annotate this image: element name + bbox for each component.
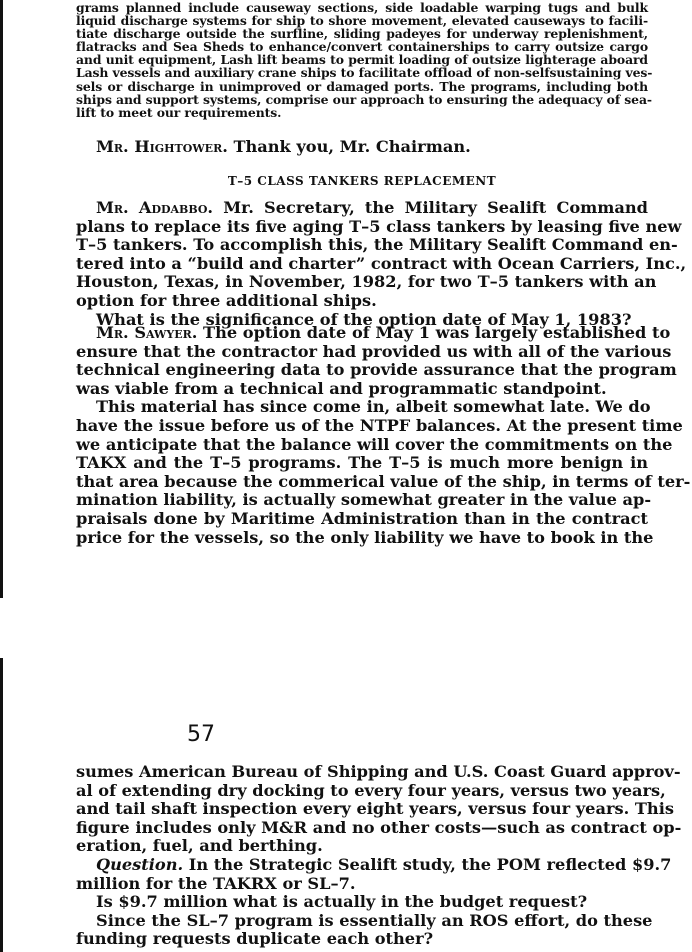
- text-line: The option date of May 1 was largely established to: [197, 323, 671, 342]
- section-heading: T–5 CLASS TANKERS REPLACEMENT: [227, 174, 497, 188]
- text-line: figure includes only M&R and no other costs—such as contract op-: [76, 817, 682, 837]
- addabbo-question: [76, 198, 687, 329]
- question-label: Question.: [96, 854, 184, 874]
- text-line: al of extending dry docking to every four years, versus two years,: [76, 780, 666, 800]
- remark-text: Thank you, Mr. Chairman.: [227, 137, 471, 156]
- text-line: ships and support systems, comprise our approach to ensuring the adequacy of sea-: [76, 91, 652, 107]
- text-line: price for the vessels, so the only liability we have to book in the: [76, 527, 654, 547]
- text-line: lift to meet our requirements.: [76, 104, 282, 120]
- text-line: sels or discharge in unimproved or damaged ports. The programs, including both: [76, 78, 648, 94]
- text-line: funding requests duplicate each other?: [76, 929, 434, 949]
- text-line: flatracks and Sea Sheds to enhance/convert containerships to carry outsize cargo: [76, 39, 648, 55]
- page-number: 57: [187, 722, 215, 747]
- page-gap: [0, 598, 692, 658]
- text-line: liquid discharge systems for ship to shore movement, elevated causeways to facili-: [76, 13, 648, 29]
- text-line: praisals done by Maritime Administration than in the contract: [76, 508, 648, 528]
- sawyer-answer: [76, 323, 691, 547]
- text-line: In the Strategic Sealift study, the POM reflected $9.7: [183, 854, 672, 874]
- speaker-name: Mr. Addabbo.: [96, 198, 214, 217]
- question-text: What is the significance of the option date of May 1, 1983?: [96, 309, 632, 329]
- text-line: Since the SL–7 program is essentially an ROS effort, do these: [96, 910, 653, 930]
- text-line: Lash vessels and auxiliary crane ships to facilitate offload of non-selfsustaining ves-: [76, 65, 653, 81]
- text-line: tiate discharge outside the surfline, sliding padeyes for underway replenishment,: [76, 26, 648, 42]
- page-edge-left-lower: [0, 658, 3, 952]
- text-line: Mr. Secretary, the Military Sealift Command: [213, 198, 648, 217]
- text-line: and tail shaft inspection every eight years, versus four years. This: [76, 799, 674, 819]
- speaker-name: Mr. Sawyer.: [96, 323, 198, 342]
- hightower-remark: [76, 138, 648, 157]
- text-line: T–5 tankers. To accomplish this, the Military Sealift Command en-: [76, 235, 678, 255]
- text-line: technical engineering data to provide assurance that the program: [76, 360, 677, 380]
- speaker-name: Mr. Hightower.: [96, 137, 228, 156]
- text-line: grams planned include causeway sections, side loadable warping tugs and bulk: [76, 0, 648, 15]
- text-line: Houston, Texas, in November, 1982, for two T–5 tankers with an: [76, 272, 657, 292]
- lower-page-text: [76, 762, 682, 949]
- text-line: Is $9.7 million what is actually in the budget request?: [96, 892, 588, 912]
- text-line: This material has since come in, albeit somewhat late. We do: [96, 397, 651, 417]
- text-line: option for three additional ships.: [76, 290, 377, 310]
- text-line: million for the TAKRX or SL–7.: [76, 873, 356, 893]
- text-line: and unit equipment, Lash lift beams to permit loading of outsize lighterage aboard: [76, 52, 648, 68]
- text-line: TAKX and the T–5 programs. The T–5 is much more benign in: [76, 453, 648, 473]
- page-edge-left: [0, 0, 3, 598]
- text-line: ensure that the contractor had provided us with all of the various: [76, 341, 672, 361]
- continued-paragraph: [76, 0, 653, 120]
- text-line: that area because the commerical value of the ship, in terms of ter-: [76, 471, 691, 491]
- text-line: plans to replace its five aging T–5 class tankers by leasing five new: [76, 216, 682, 236]
- text-line: mination liability, is actually somewhat greater in the value ap-: [76, 490, 652, 510]
- text-line: we anticipate that the balance will cover the commitments on the: [76, 434, 673, 454]
- text-line: have the issue before us of the NTPF balances. At the present time: [76, 415, 683, 435]
- text-line: was viable from a technical and programmatic standpoint.: [76, 378, 607, 398]
- text-line: tered into a “build and charter” contract with Ocean Carriers, Inc.,: [76, 253, 687, 273]
- text-line: eration, fuel, and berthing.: [76, 836, 323, 856]
- text-line: sumes American Bureau of Shipping and U.S. Coast Guard approv-: [76, 762, 681, 781]
